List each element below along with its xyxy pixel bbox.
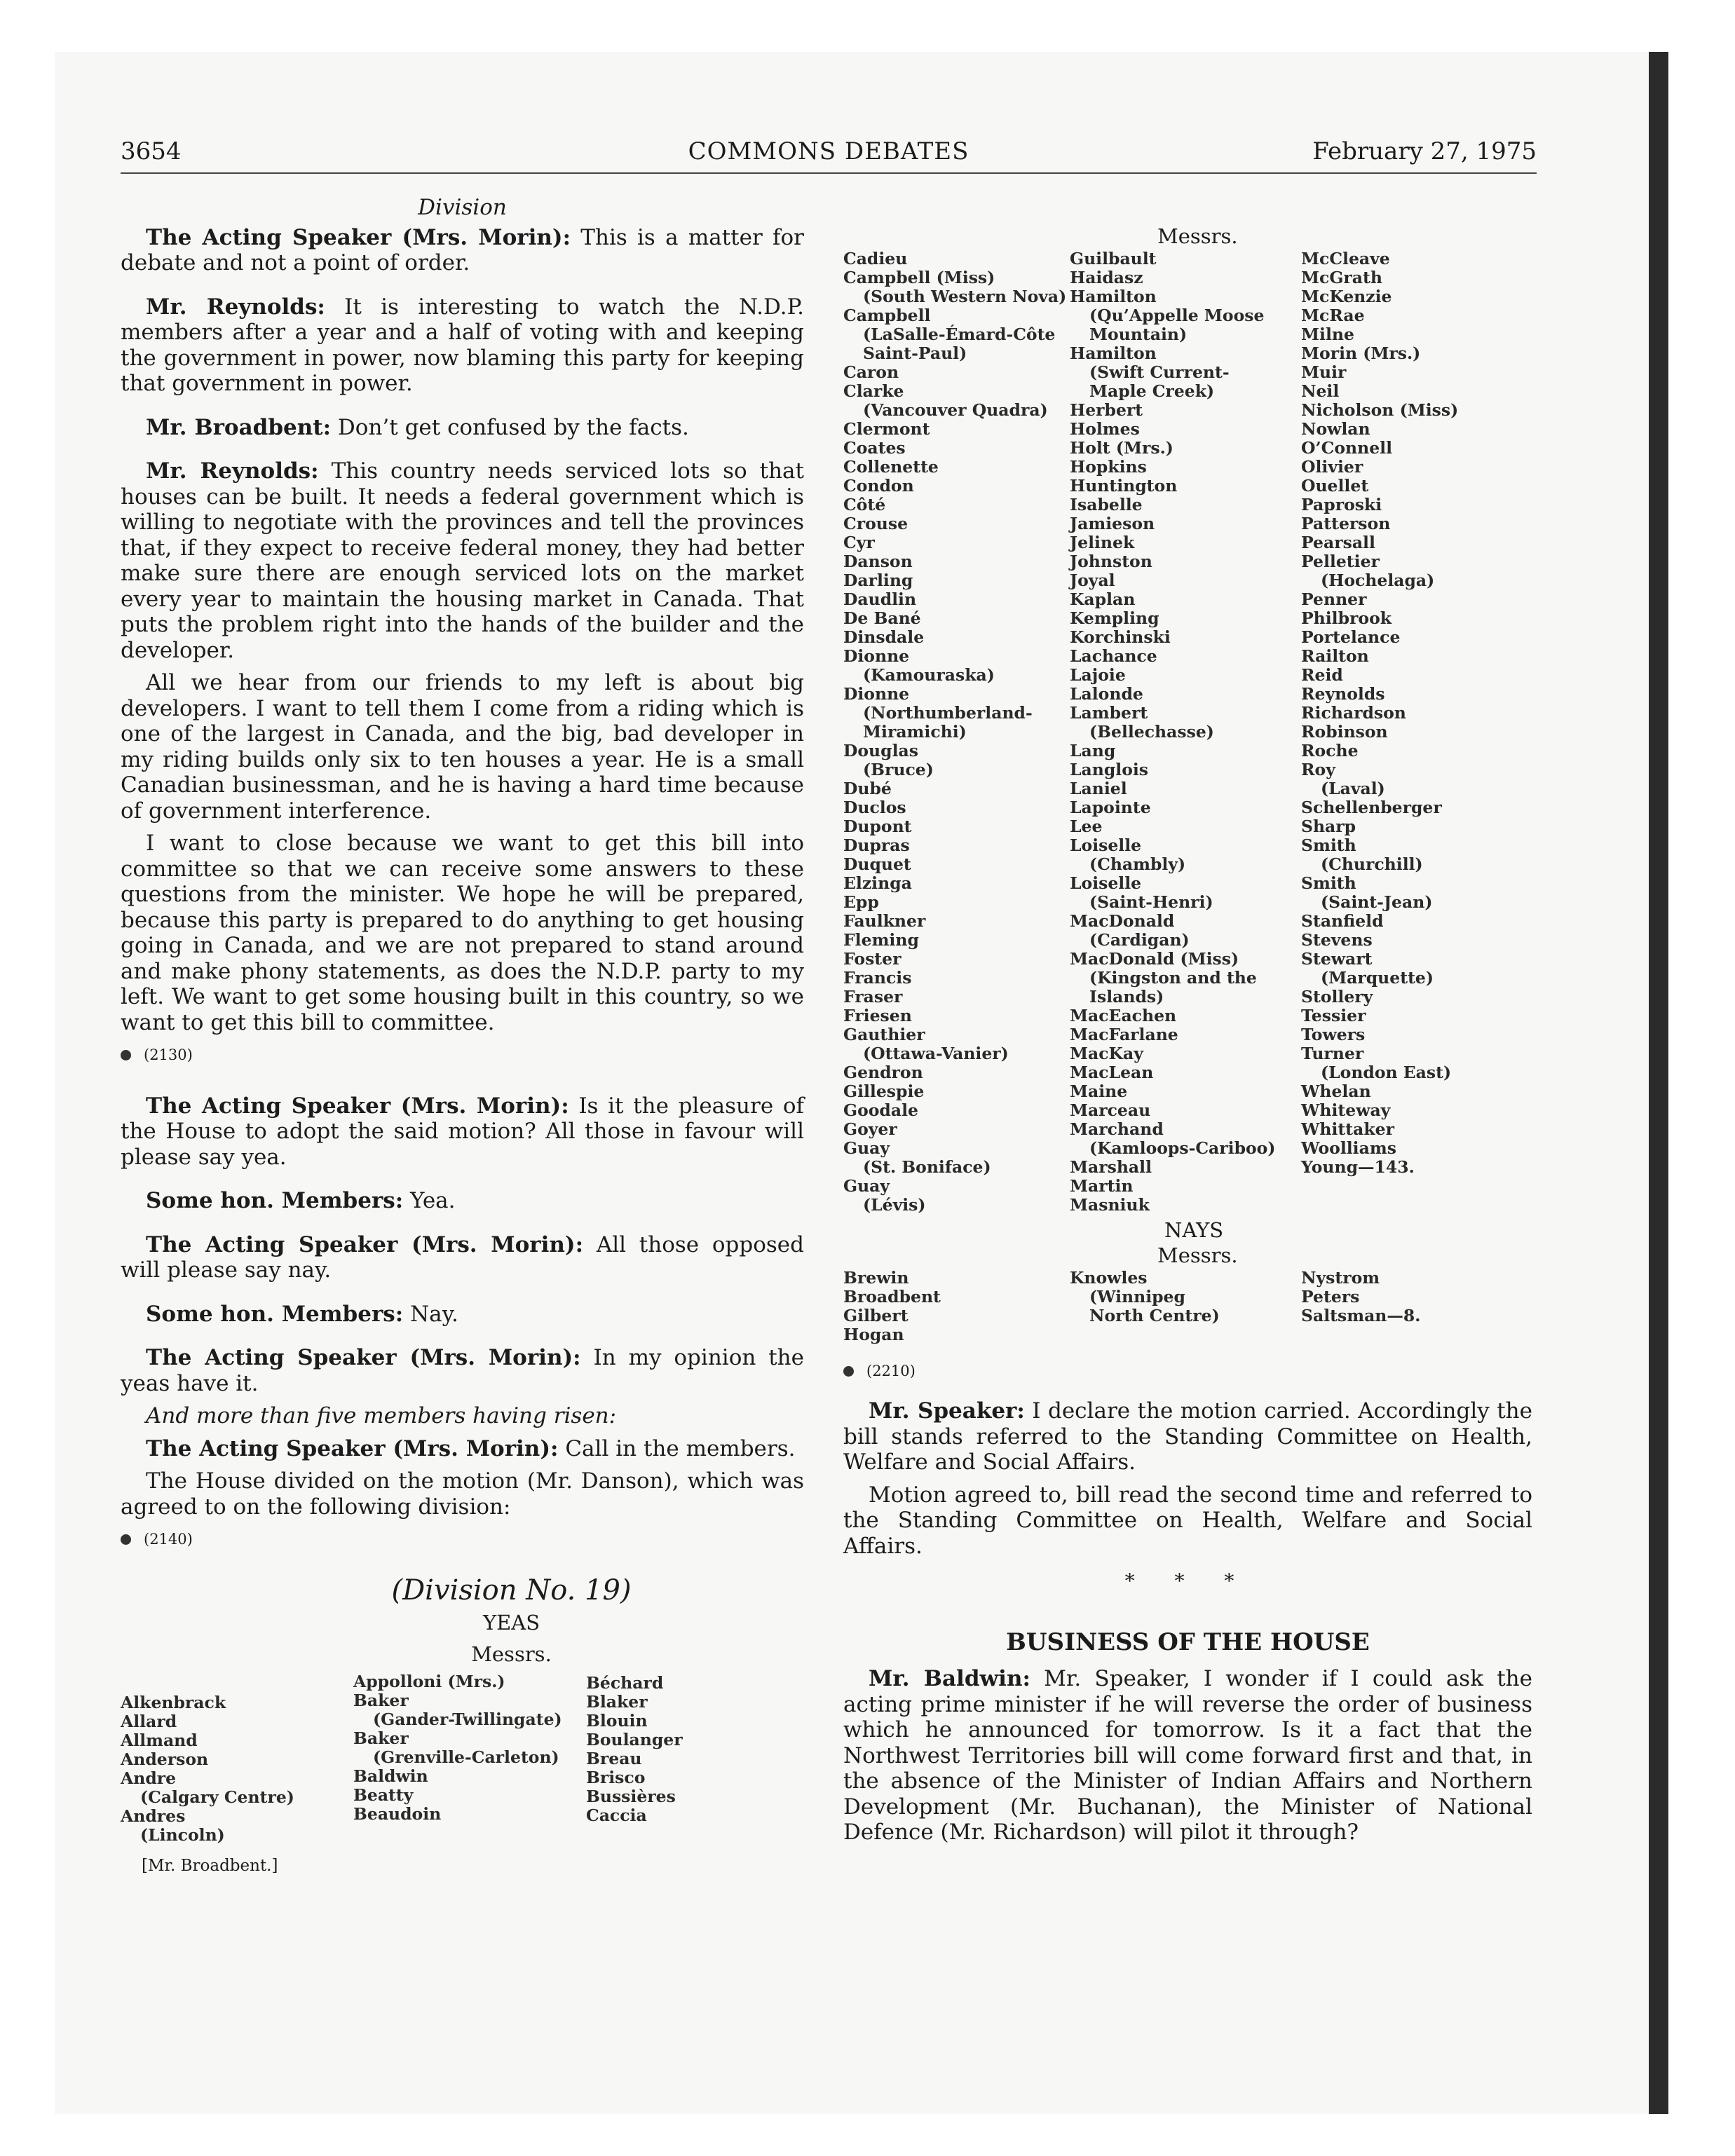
member-name: Dionne — [843, 646, 910, 666]
speaker-name: Mr. Broadbent: — [146, 414, 332, 440]
member-name: Joyal — [1070, 571, 1115, 590]
speech-text: Mr. Speaker, I wonder if I could ask the acting prime minister if he will reverse the order of business which he announced for tomorrow. Is it a fact that the Northwest Territories bill will come forward first and that, in the absence of the Minister of Indian Affairs and Northern Development (Mr. Buchanan), the Minister of National Defence (Mr. Richardson) will pilot it through? — [843, 1666, 1532, 1845]
member-name: Allmand — [121, 1731, 198, 1750]
member-name: Holt (Mrs.) — [1070, 438, 1173, 458]
member-name: Herbert — [1070, 400, 1143, 420]
speech-text: All we hear from our friends to my left is about big developers. I want to tell them I come from a riding which is one of the largest in Canada, and the big, bad developer in my riding builds only six to ten houses a year. He is a small Canadian businessman, and he is having a hard time because of government interference. — [121, 670, 804, 824]
member-name: McKenzie — [1301, 287, 1392, 306]
speech-continued — [121, 831, 804, 1035]
speech-continued — [843, 1482, 1532, 1560]
member-name: (Bellechasse) — [1089, 722, 1214, 742]
member-name: Jelinek — [1070, 533, 1135, 552]
member-name: Haidasz — [1070, 268, 1143, 287]
member-name: Milne — [1301, 325, 1354, 344]
member-name: Hamilton — [1070, 287, 1157, 306]
speaker-name: Some hon. Members: — [146, 1301, 404, 1327]
member-name: Whiteway — [1301, 1100, 1391, 1120]
speech — [843, 1666, 1532, 1845]
member-name: Marceau — [1070, 1100, 1151, 1120]
stage-direction: And more than five members having risen: — [146, 1403, 617, 1428]
member-name: Crouse — [843, 514, 909, 533]
member-name: Reynolds — [1301, 684, 1385, 704]
member-name: Philbrook — [1301, 608, 1392, 628]
speech-text: This is a matter for debate and not a point of order. — [121, 224, 804, 275]
member-name: Stewart — [1301, 949, 1373, 969]
member-name: Gauthier — [843, 1025, 925, 1044]
speech-text: Nay. — [410, 1301, 458, 1327]
member-name: Faulkner — [843, 911, 926, 931]
member-name: Breau — [586, 1749, 642, 1768]
member-name: Guay — [843, 1176, 890, 1196]
member-name: Dinsdale — [843, 627, 925, 647]
yeas-continued — [843, 224, 1532, 1215]
time-stamp — [843, 1363, 1532, 1379]
member-name: Cyr — [843, 533, 875, 552]
member-name: Saint-Paul) — [863, 343, 967, 363]
member-name: Schellenberger — [1301, 798, 1442, 817]
member-name: Lachance — [1070, 646, 1157, 666]
member-name: (Winnipeg — [1089, 1287, 1185, 1306]
member-name: Caron — [843, 362, 899, 382]
speech-text: Yea. — [410, 1188, 456, 1213]
speech-text: The House divided on the motion (Mr. Danson), which was agreed to on the following division: — [121, 1468, 804, 1520]
member-name: Anderson — [121, 1749, 209, 1769]
speaker-name: The Acting Speaker (Mrs. Morin): — [146, 224, 571, 250]
member-name: Duquet — [843, 854, 911, 874]
member-name: Condon — [843, 476, 914, 496]
name-column — [353, 1672, 586, 1845]
speaker-name: Mr. Reynolds: — [146, 458, 319, 484]
time-text: (2140) — [144, 1531, 193, 1548]
speech-text: I declare the motion carried. Accordingly the bill stands referred to the Standing Committee on Health, Welfare and Social Affairs. — [843, 1398, 1532, 1475]
member-name: Huntington — [1070, 476, 1178, 496]
member-name: Stevens — [1301, 930, 1373, 950]
member-name: Olivier — [1301, 457, 1363, 477]
speech — [121, 1093, 804, 1171]
member-name: Collenette — [843, 457, 939, 477]
member-name: (Kingston and the — [1089, 968, 1257, 988]
member-name: Baldwin — [353, 1766, 428, 1786]
member-name: Morin (Mrs.) — [1301, 343, 1421, 363]
member-name: Reid — [1301, 665, 1343, 685]
name-column — [1301, 1269, 1420, 1344]
member-name: Darling — [843, 571, 913, 590]
name-column — [1070, 1269, 1301, 1344]
member-name: Robinson — [1301, 722, 1388, 742]
member-name: (Calgary Centre) — [140, 1787, 294, 1807]
member-name: Foster — [843, 949, 901, 969]
speech-text: Motion agreed to, bill read the second time and referred to the Standing Committee on Health, Welfare and Social Affairs. — [843, 1482, 1532, 1559]
member-name: Pelletier — [1301, 552, 1380, 571]
member-name: Caccia — [586, 1806, 647, 1825]
scan-edge-shadow — [1649, 52, 1668, 2114]
speech-text: This country needs serviced lots so that houses can be built. It needs a federal government which is willing to negotiate with the provinces and tell the provinces that, if they expect to receive federal money, they had better make sure there are enough serviced lots on the market every year to maintain the housing market in Canada. That puts the problem right into the hands of the builder and the developer. — [121, 458, 804, 663]
member-name: Patterson — [1301, 514, 1391, 533]
member-name: Bussières — [586, 1787, 676, 1806]
member-name: Hamilton — [1070, 343, 1157, 363]
member-name: (Lincoln) — [140, 1825, 225, 1845]
member-name: (Northumberland- — [863, 703, 1033, 723]
member-name: (Hochelaga) — [1321, 571, 1435, 590]
publication-title: COMMONS DEBATES — [688, 137, 969, 165]
member-name: Pearsall — [1301, 533, 1375, 552]
time-stamp — [121, 1527, 804, 1553]
member-name: Coates — [843, 438, 906, 458]
member-name: Loiselle — [1070, 873, 1142, 893]
member-name: Penner — [1301, 589, 1367, 609]
speech-text: Don’t get confused by the facts. — [337, 414, 689, 440]
member-name: Miramichi) — [863, 722, 967, 742]
member-name: (Saint-Jean) — [1321, 892, 1433, 912]
member-name: Knowles — [1070, 1268, 1148, 1288]
speaker-name: Mr. Reynolds: — [146, 294, 325, 320]
name-column — [121, 1672, 353, 1845]
member-name: Brisco — [586, 1768, 646, 1787]
member-name: Kempling — [1070, 608, 1159, 628]
name-column — [1301, 250, 1458, 1215]
time-text: (2210) — [866, 1363, 916, 1379]
member-name: Sharp — [1301, 817, 1356, 836]
member-name: Johnston — [1070, 552, 1152, 571]
member-name: (Kamloops-Cariboo) — [1089, 1138, 1276, 1158]
member-name: Campbell (Miss) — [843, 268, 995, 287]
page-date: February 27, 1975 — [1312, 137, 1537, 165]
member-name: Blaker — [586, 1692, 648, 1712]
nays-block — [843, 1218, 1532, 1379]
member-name: Gillespie — [843, 1082, 925, 1101]
member-name: Clermont — [843, 419, 930, 439]
bullet-icon — [121, 1534, 131, 1545]
member-name: Maine — [1070, 1082, 1128, 1101]
speech — [121, 1345, 804, 1396]
member-name: Campbell — [843, 306, 931, 325]
member-name: Kaplan — [1070, 589, 1136, 609]
member-name: Andres — [121, 1806, 186, 1826]
member-name: Turner — [1301, 1044, 1364, 1063]
left-column — [121, 195, 804, 1879]
member-name: Paproski — [1301, 495, 1382, 514]
speech-text: Call in the members. — [565, 1435, 796, 1461]
yeas-name-list — [843, 250, 1532, 1215]
member-name: (Qu’Appelle Moose — [1089, 306, 1265, 325]
member-name: Baker — [353, 1728, 409, 1748]
page-header — [121, 137, 1537, 174]
member-name: Korchinski — [1070, 627, 1171, 647]
member-name: Daudlin — [843, 589, 917, 609]
member-name: Railton — [1301, 646, 1369, 666]
speech-text: I want to close because we want to get this bill into committee so that we can receive some answers to these questions from the minister. We hope he will be prepared, because this party is prepared to do anything to get housing going in Canada, and we are not prepared to stand around and make phony statements, as does the N.D.P. party to my left. We want to get some housing built in this country, so we want to get this bill to committee. — [121, 831, 804, 1035]
messrs-label: Messrs. — [1157, 1243, 1238, 1267]
page-number: 3654 — [121, 137, 182, 165]
speech — [843, 1398, 1532, 1475]
section-label-division: Division — [418, 195, 507, 220]
header-rule — [121, 172, 1537, 174]
member-name: (Marquette) — [1321, 968, 1434, 988]
member-name: (LaSalle-Émard-Côte — [863, 325, 1056, 344]
member-name: (Laval) — [1321, 779, 1385, 798]
member-name: Holmes — [1070, 419, 1140, 439]
member-name: Brewin — [843, 1268, 909, 1288]
member-name: Isabelle — [1070, 495, 1143, 514]
speech — [121, 458, 804, 663]
member-name: Boulanger — [586, 1730, 683, 1749]
member-name: (Ottawa-Vanier) — [863, 1044, 1009, 1063]
bullet-icon — [121, 1050, 131, 1060]
member-name: Broadbent — [843, 1287, 941, 1306]
member-name: (Bruce) — [863, 760, 934, 779]
section-heading: BUSINESS OF THE HOUSE — [1006, 1628, 1370, 1656]
member-name: Beaudoin — [353, 1804, 442, 1824]
member-name: Béchard — [586, 1673, 664, 1693]
member-name: Hopkins — [1070, 457, 1147, 477]
name-column — [586, 1672, 683, 1845]
member-name: Alkenbrack — [121, 1693, 226, 1712]
member-name: Goodale — [843, 1100, 918, 1120]
member-name: (London East) — [1321, 1063, 1452, 1082]
member-name: Islands) — [1089, 987, 1164, 1007]
speech — [121, 1436, 804, 1462]
member-name: MacEachen — [1070, 1006, 1177, 1025]
member-name: Lalonde — [1070, 684, 1143, 704]
member-name: Francis — [843, 968, 912, 988]
member-name: Portelance — [1301, 627, 1401, 647]
member-name: MacKay — [1070, 1044, 1143, 1063]
member-name: Lee — [1070, 817, 1103, 836]
member-name: Douglas — [843, 741, 918, 760]
member-name: Ouellet — [1301, 476, 1369, 496]
member-name: McRae — [1301, 306, 1365, 325]
member-name: Beatty — [353, 1785, 414, 1805]
member-name: Towers — [1301, 1025, 1366, 1044]
member-name: (Chambly) — [1089, 854, 1186, 874]
member-name: (St. Boniface) — [863, 1157, 991, 1177]
member-name: (Vancouver Quadra) — [863, 400, 1048, 420]
member-name: Dubé — [843, 779, 892, 798]
member-name: Laniel — [1070, 779, 1127, 798]
name-column — [843, 250, 1070, 1215]
member-name: Baker — [353, 1691, 409, 1710]
member-name: Dionne — [843, 684, 910, 704]
messrs-label: Messrs. — [1157, 224, 1238, 248]
speaker-name: The Acting Speaker (Mrs. Morin): — [146, 1093, 569, 1119]
member-name: Maple Creek) — [1089, 381, 1215, 401]
speech-continued — [121, 1468, 804, 1520]
member-name: Hogan — [843, 1325, 904, 1344]
messrs-label: Messrs. — [471, 1642, 552, 1666]
member-name: Smith — [1301, 873, 1356, 893]
member-name: (Saint-Henri) — [1089, 892, 1213, 912]
member-name: Guilbault — [1070, 249, 1157, 268]
speaker-name: The Acting Speaker (Mrs. Morin): — [146, 1435, 559, 1461]
member-name: Martin — [1070, 1176, 1134, 1196]
member-name: (Lévis) — [863, 1195, 926, 1215]
member-name: Lapointe — [1070, 798, 1151, 817]
member-name: Marchand — [1070, 1119, 1164, 1139]
member-name: Marshall — [1070, 1157, 1152, 1177]
member-name: Allard — [121, 1712, 177, 1731]
speech-continued — [121, 670, 804, 824]
member-name: Smith — [1301, 835, 1356, 855]
name-column — [1070, 250, 1301, 1215]
member-name: (Gander-Twillingate) — [373, 1710, 562, 1729]
time-text: (2130) — [144, 1046, 193, 1063]
speech-text: It is interesting to watch the N.D.P. members after a year and a half of voting with and keeping the government in power, now blaming this party for keeping that government in power. — [121, 294, 804, 396]
member-name: Mountain) — [1089, 325, 1188, 344]
member-name: (Swift Current- — [1089, 362, 1230, 382]
member-name: Nystrom — [1301, 1268, 1380, 1288]
member-name: (Grenville-Carleton) — [373, 1747, 559, 1767]
member-name: (South Western Nova) — [863, 287, 1067, 306]
member-name: Masniuk — [1070, 1195, 1150, 1215]
yeas-name-list — [121, 1672, 804, 1845]
member-name: Tessier — [1301, 1006, 1366, 1025]
member-name: Friesen — [843, 1006, 912, 1025]
member-name: Woolliams — [1301, 1138, 1396, 1158]
speech-text: Is it the pleasure of the House to adopt the said motion? All those in favour will please say yea. — [121, 1093, 804, 1170]
member-name: Fleming — [843, 930, 919, 950]
time-stamp — [121, 1042, 804, 1068]
speeches-block-2 — [121, 1093, 804, 1520]
bullet-icon — [843, 1366, 854, 1377]
speaker-name: Mr. Speaker: — [869, 1398, 1025, 1424]
member-name: (Churchill) — [1321, 854, 1423, 874]
member-name: Loiselle — [1070, 835, 1142, 855]
member-name: Danson — [843, 552, 913, 571]
section-separator: * * * — [1124, 1569, 1251, 1592]
member-name: Muir — [1301, 362, 1347, 382]
member-name: McGrath — [1301, 268, 1382, 287]
member-name: Stanfield — [1301, 911, 1384, 931]
member-name: Lajoie — [1070, 665, 1126, 685]
speech — [121, 1188, 804, 1214]
member-name: MacLean — [1070, 1063, 1154, 1082]
member-name: Dupras — [843, 835, 910, 855]
member-name: Duclos — [843, 798, 906, 817]
member-name: Nicholson (Miss) — [1301, 400, 1459, 420]
member-name: MacDonald — [1070, 911, 1175, 931]
continuation-signature: [Mr. Broadbent.] — [142, 1857, 278, 1875]
speaker-name: Some hon. Members: — [146, 1188, 404, 1213]
member-name: Nowlan — [1301, 419, 1370, 439]
member-name: (Cardigan) — [1089, 930, 1190, 950]
speech — [121, 415, 804, 441]
member-name: Neil — [1301, 381, 1340, 401]
nays-label: NAYS — [1164, 1218, 1224, 1242]
speech — [121, 1232, 804, 1283]
member-name: Roche — [1301, 741, 1359, 760]
member-name: Gilbert — [843, 1306, 909, 1325]
nays-name-list — [843, 1269, 1532, 1344]
member-name: MacFarlane — [1070, 1025, 1178, 1044]
member-name: Appolloni (Mrs.) — [353, 1672, 505, 1691]
speeches-block-1 — [121, 225, 804, 1036]
member-name: Whittaker — [1301, 1119, 1394, 1139]
member-name: North Centre) — [1089, 1306, 1220, 1325]
division-title: (Division No. 19) — [391, 1574, 632, 1606]
member-name: Whelan — [1301, 1082, 1371, 1101]
speaker-name: Mr. Baldwin: — [869, 1666, 1030, 1691]
member-name: Saltsman—8. — [1301, 1306, 1421, 1325]
speaker-name: The Acting Speaker (Mrs. Morin): — [146, 1345, 581, 1370]
member-name: McCleave — [1301, 249, 1390, 268]
member-name: Fraser — [843, 987, 903, 1007]
member-name: Blouin — [586, 1711, 648, 1731]
member-name: Goyer — [843, 1119, 897, 1139]
member-name: Richardson — [1301, 703, 1406, 723]
speech-text: All those opposed will please say nay. — [121, 1231, 804, 1283]
member-name: Gendron — [843, 1063, 923, 1082]
member-name: De Bané — [843, 608, 921, 628]
member-name: Peters — [1301, 1287, 1360, 1306]
yeas-label: YEAS — [482, 1611, 540, 1635]
speaker-name: The Acting Speaker (Mrs. Morin): — [146, 1231, 584, 1257]
name-column — [843, 1269, 1070, 1344]
speech — [121, 294, 804, 397]
member-name: Andre — [121, 1768, 177, 1788]
member-name: (Kamouraska) — [863, 665, 995, 685]
member-name: MacDonald (Miss) — [1070, 949, 1239, 969]
member-name: Epp — [843, 892, 879, 912]
member-name: Langlois — [1070, 760, 1149, 779]
speech-text: In my opinion the yeas have it. — [121, 1345, 804, 1396]
member-name: Stollery — [1301, 987, 1373, 1007]
member-name: Lang — [1070, 741, 1116, 760]
member-name: Young—143. — [1301, 1157, 1415, 1177]
member-name: Clarke — [843, 381, 904, 401]
member-name: O’Connell — [1301, 438, 1393, 458]
member-name: Guay — [843, 1138, 890, 1158]
member-name: Dupont — [843, 817, 912, 836]
member-name: Cadieu — [843, 249, 908, 268]
member-name: Jamieson — [1070, 514, 1155, 533]
member-name: Côté — [843, 495, 886, 514]
speech — [121, 225, 804, 276]
member-name: Roy — [1301, 760, 1335, 779]
member-name: Elzinga — [843, 873, 912, 893]
member-name: Lambert — [1070, 703, 1148, 723]
speech — [121, 1302, 804, 1328]
right-column — [843, 1398, 1532, 1864]
